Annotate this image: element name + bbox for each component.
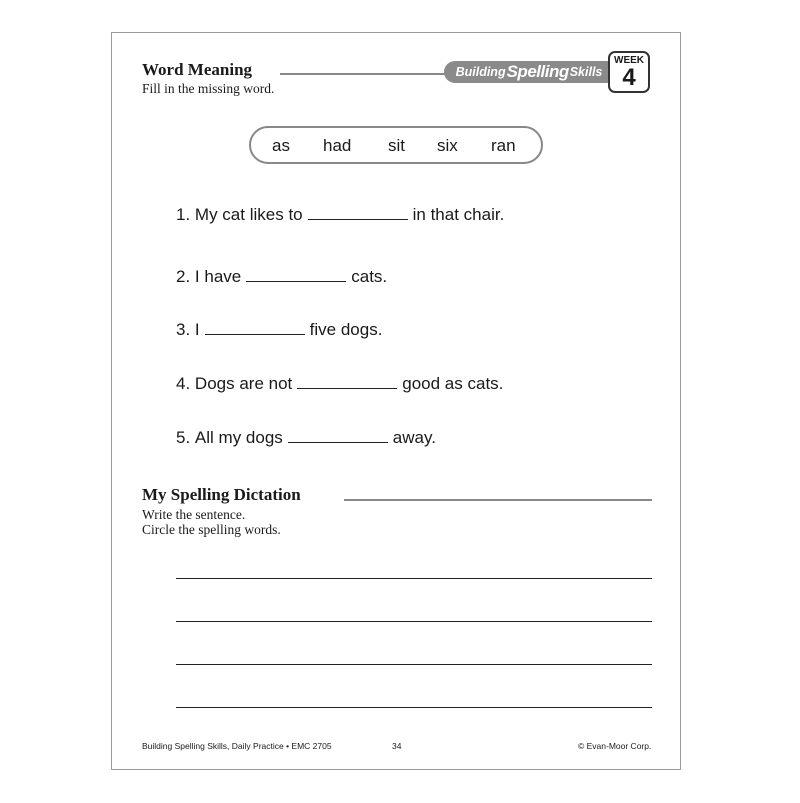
banner-pre: Building <box>455 65 506 79</box>
sentence-number: 4. <box>176 374 191 393</box>
footer-right: © Evan-Moor Corp. <box>578 741 652 751</box>
sentence-after: good as cats. <box>402 374 504 393</box>
sentence-before: Dogs are not <box>194 374 293 393</box>
sentence-before: My cat likes to <box>194 205 303 224</box>
sentence-2 <box>176 267 387 287</box>
sentence-number: 2. <box>176 267 191 286</box>
week-label: WEEK <box>614 55 644 66</box>
footer-left: Building Spelling Skills, Daily Practice • EMC 2705 <box>142 741 332 751</box>
instruction-text: Fill in the missing word. <box>142 81 275 96</box>
section-title-dictation: My Spelling Dictation <box>142 485 301 504</box>
answer-blank[interactable] <box>205 333 305 335</box>
word-bank <box>249 126 543 164</box>
dictation-rule <box>344 499 652 501</box>
worksheet-page <box>111 32 681 770</box>
word-bank-item: sit <box>388 136 405 155</box>
answer-blank[interactable] <box>246 280 346 282</box>
dictation-instruction-1: Write the sentence. <box>142 507 246 522</box>
sentence-after: in that chair. <box>412 205 505 224</box>
sentence-4 <box>176 374 503 394</box>
answer-blank[interactable] <box>288 441 388 443</box>
dictation-instruction-2: Circle the spelling words. <box>142 522 281 537</box>
word-bank-item: had <box>323 136 352 155</box>
week-badge <box>608 51 650 93</box>
writing-line[interactable] <box>176 664 652 665</box>
sentence-after: cats. <box>351 267 388 286</box>
series-banner <box>444 61 614 83</box>
writing-line[interactable] <box>176 578 652 579</box>
sentence-before: I <box>194 320 200 339</box>
answer-blank[interactable] <box>297 387 397 389</box>
footer-page-number: 34 <box>392 741 402 751</box>
word-bank-item: ran <box>491 136 516 155</box>
sentence-before: All my dogs <box>194 428 283 447</box>
sentence-number: 5. <box>176 428 191 447</box>
sentence-number: 1. <box>176 205 191 224</box>
sentence-number: 3. <box>176 320 191 339</box>
word-bank-item: as <box>272 136 290 155</box>
section-title-word-meaning: Word Meaning <box>142 60 253 79</box>
week-number: 4 <box>622 64 636 91</box>
writing-line[interactable] <box>176 621 652 622</box>
title-rule <box>280 73 448 75</box>
sentence-5 <box>176 428 436 448</box>
sentence-before: I have <box>194 267 242 286</box>
answer-blank[interactable] <box>308 218 408 220</box>
writing-line[interactable] <box>176 707 652 708</box>
sentence-1 <box>176 205 504 225</box>
sentence-after: away. <box>392 428 436 447</box>
banner-post: Skills <box>569 65 603 79</box>
sentence-3 <box>176 320 382 340</box>
sentence-after: five dogs. <box>309 320 383 339</box>
banner-main: Spelling <box>506 62 569 81</box>
word-bank-item: six <box>437 136 458 155</box>
